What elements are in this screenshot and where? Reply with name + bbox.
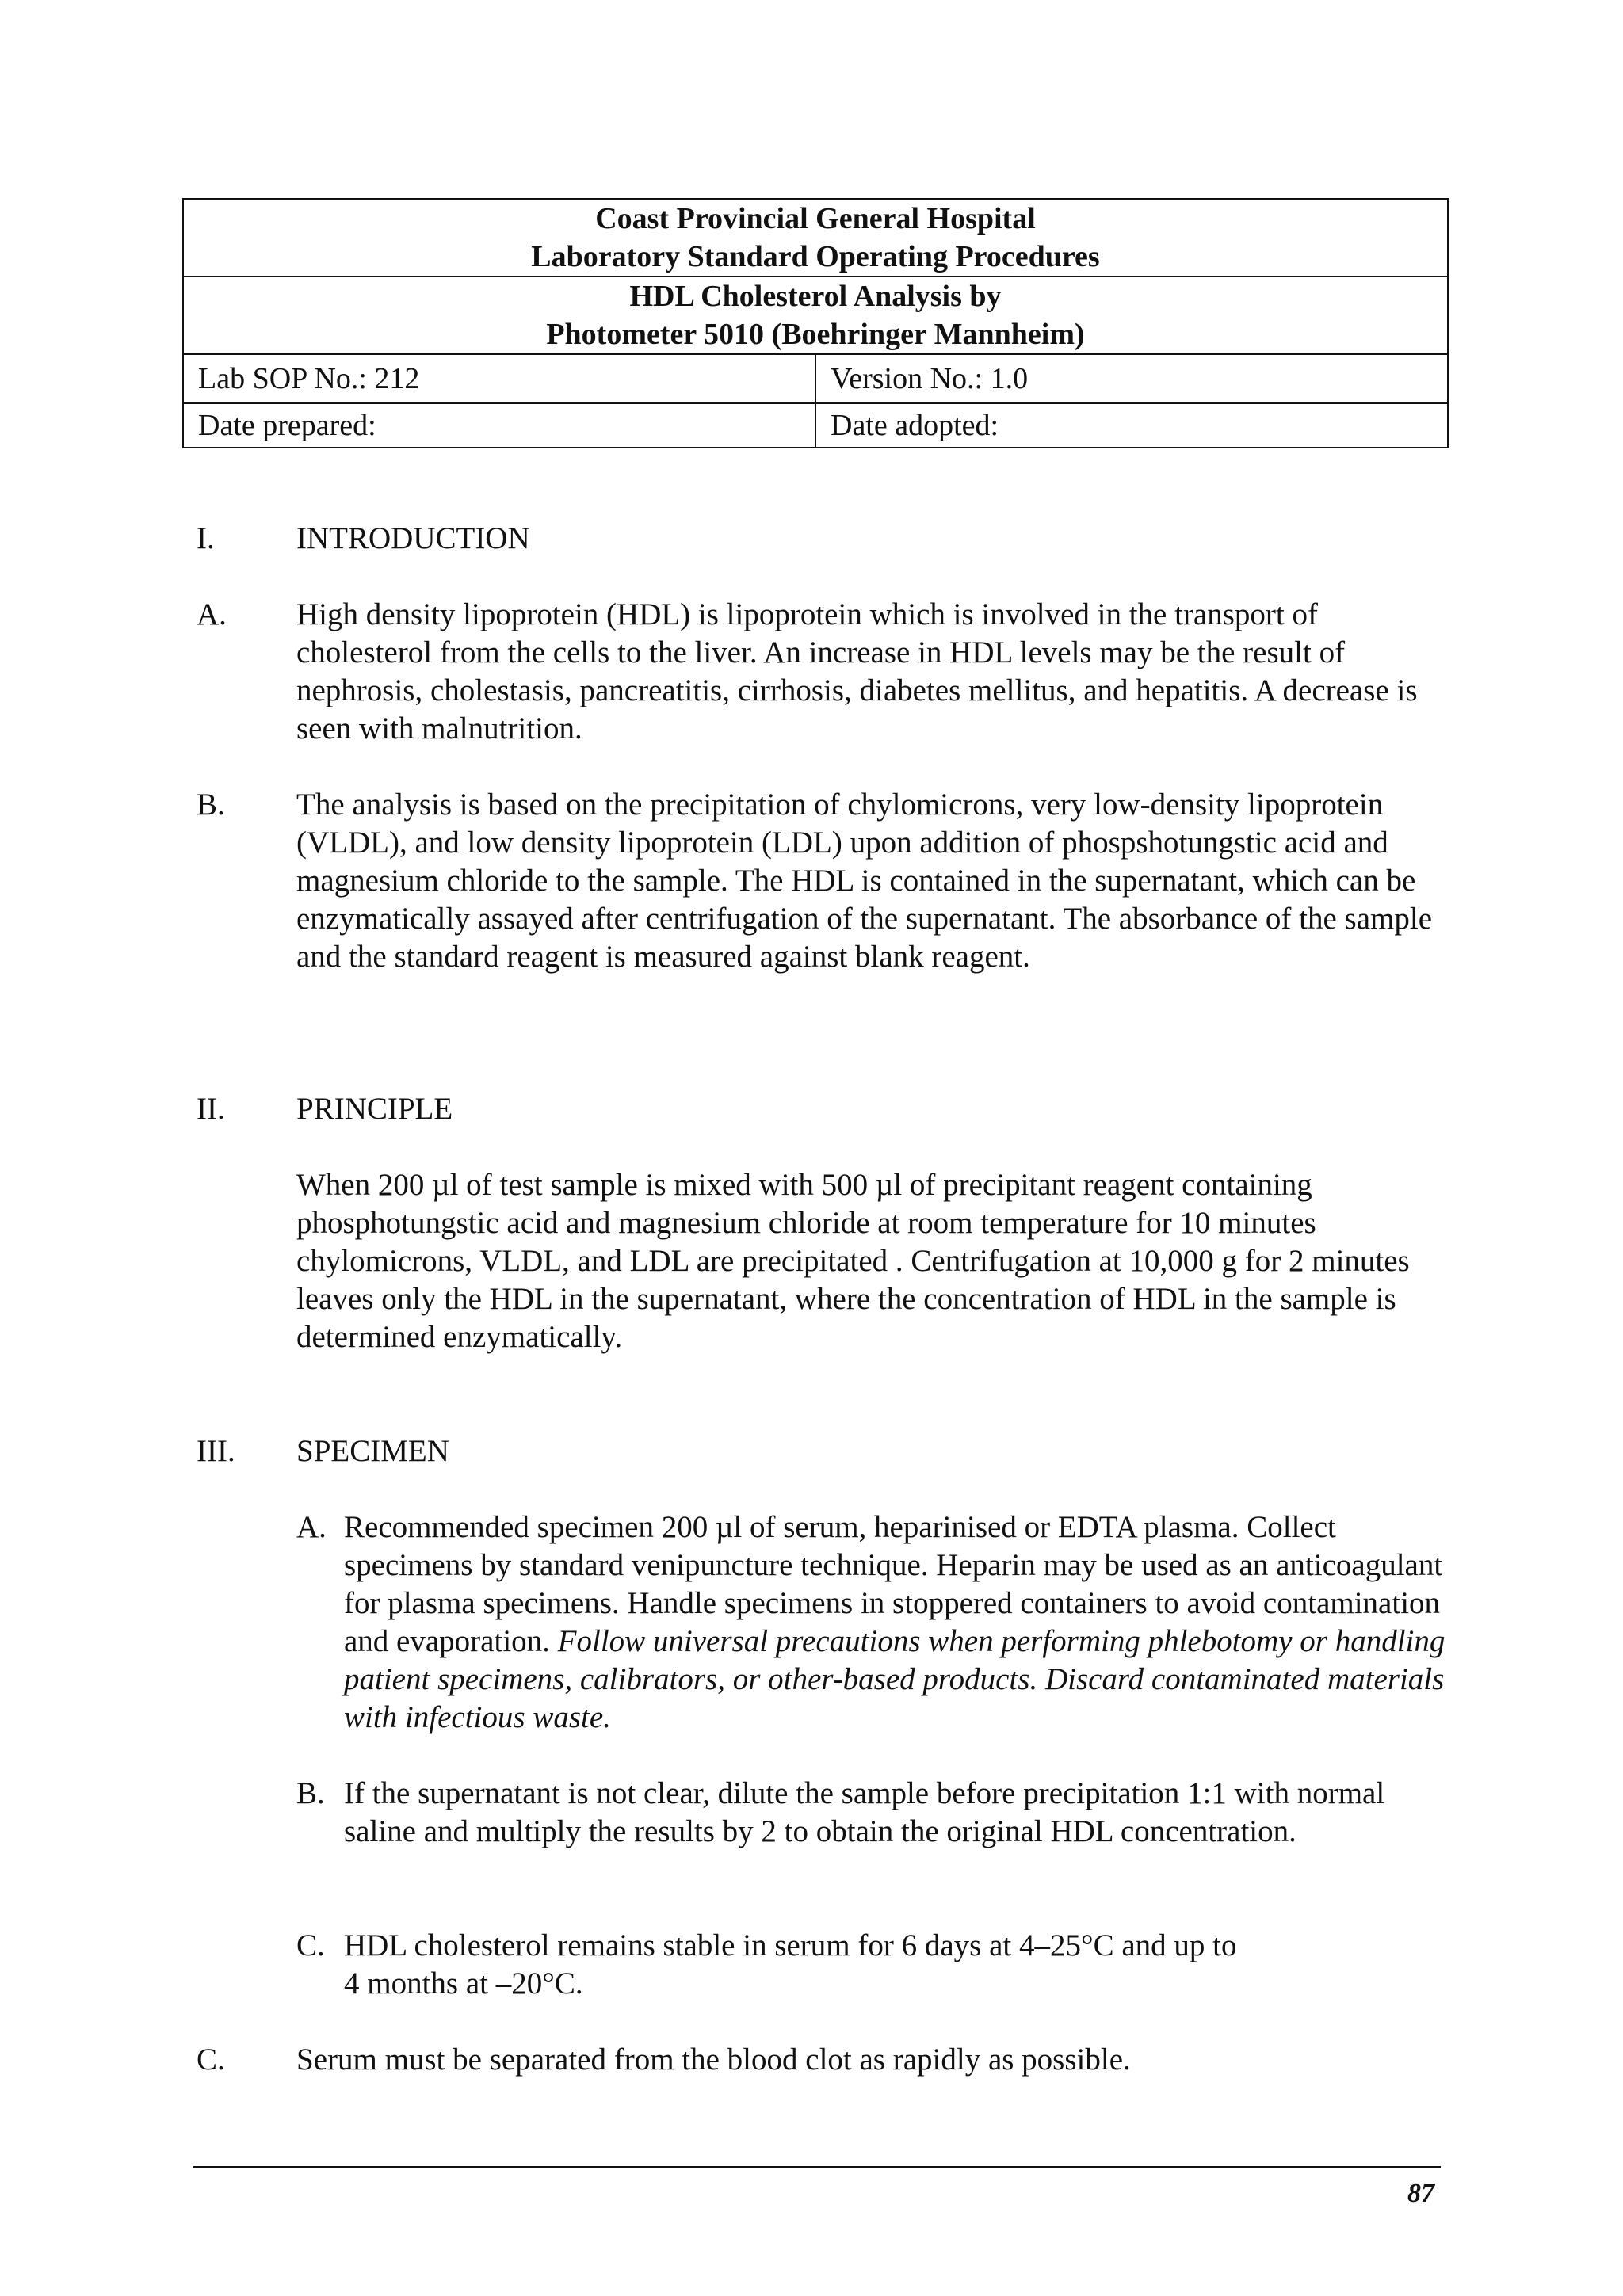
date-prepared: Date prepared:: [183, 403, 815, 448]
specimen-b-paragraph: If the supernatant is not clear, dilute the sample before precipitation 1:1 with normal saline and multiply the results by 2 to obtain the original HDL concentration.: [344, 1776, 1385, 1848]
section-heading-intro: INTRODUCTION: [296, 521, 530, 555]
specimen-a-paragraph: [344, 1508, 1453, 1737]
section-numeral-intro: I.: [197, 521, 215, 555]
specimen-c-line2: 4 months at –20°C.: [344, 1966, 583, 2000]
header-title-cell: [183, 277, 1448, 354]
header-org-cell: [183, 199, 1448, 277]
intro-b-marker: B.: [197, 788, 225, 822]
org-name: Coast Provincial General Hospital: [595, 202, 1036, 235]
document-title-line1: HDL Cholesterol Analysis by: [629, 280, 1002, 313]
principle-paragraph: When 200 µl of test sample is mixed with 500 µl of precipitant reagent containing phosphotungstic acid and magnesium chloride at room temperature for 10 minutes chylomicrons, VLDL, and LDL are precipitated . Centrifugation at 10,000 g for 2 minutes leaves only the HDL in the supernatant, where the concentration of HDL in the sample is determined enzymatically.: [296, 1168, 1410, 1354]
specimen-c-paragraph: [344, 1927, 1453, 2003]
specimen-a-precautions: Follow universal precautions when performing phlebotomy or handling patient specimens, calibrators, or other-based products. Discard contaminated materials with infectious waste.: [344, 1624, 1445, 1734]
intro-a-paragraph: High density lipoprotein (HDL) is lipoprotein which is involved in the transport of cholesterol from the cells to the liver. An increase in HDL levels may be the result of nephrosis, cholestasis, pancreatitis, cirrhosis, diabetes mellitus, and hepatitis. A decrease is seen with malnutrition.: [296, 597, 1418, 746]
date-adopted: Date adopted:: [815, 403, 1448, 448]
intro-a-marker: A.: [197, 597, 227, 631]
specimen-outer-c-marker: C.: [197, 2042, 225, 2077]
specimen-c-marker: C.: [296, 1928, 325, 1962]
section-heading-principle: PRINCIPLE: [296, 1092, 453, 1126]
footer-divider: [193, 2166, 1441, 2168]
section-numeral-specimen: III.: [197, 1434, 235, 1468]
specimen-outer-c-paragraph: Serum must be separated from the blood clot as rapidly as possible.: [296, 2042, 1131, 2077]
specimen-c-line1: HDL cholesterol remains stable in serum for 6 days at 4–25°C and up to: [344, 1928, 1237, 1962]
section-heading-specimen: SPECIMEN: [296, 1434, 449, 1468]
specimen-b-marker: B.: [296, 1776, 325, 1810]
document-title-line2: Photometer 5010 (Boehringer Mannheim): [546, 318, 1085, 351]
document-subtitle: Laboratory Standard Operating Procedures: [531, 240, 1100, 273]
sop-number: Lab SOP No.: 212: [183, 354, 815, 403]
page-number: 87: [1407, 2179, 1434, 2208]
version-number: Version No.: 1.0: [815, 354, 1448, 403]
specimen-a-marker: A.: [296, 1510, 327, 1544]
header-table: [182, 198, 1449, 448]
specimen-a-text: Recommended specimen 200 µl of serum, heparinised or EDTA plasma. Collect specimens by standard venipuncture technique. Heparin may be used as an anticoagulant for plasma specimens. Handle specimens in stoppered containers to avoid contamination and evaporation.: [344, 1510, 1443, 1658]
intro-b-paragraph: The analysis is based on the precipitation of chylomicrons, very low-density lipoprotein (VLDL), and low density lipoprotein (LDL) upon addition of phospshotungstic acid and magnesium chloride to the sample. The HDL is contained in the supernatant, which can be enzymatically assayed after centrifugation of the supernatant. The absorbance of the sample and the standard reagent is measured against blank reagent.: [296, 788, 1433, 974]
section-numeral-principle: II.: [197, 1092, 225, 1126]
